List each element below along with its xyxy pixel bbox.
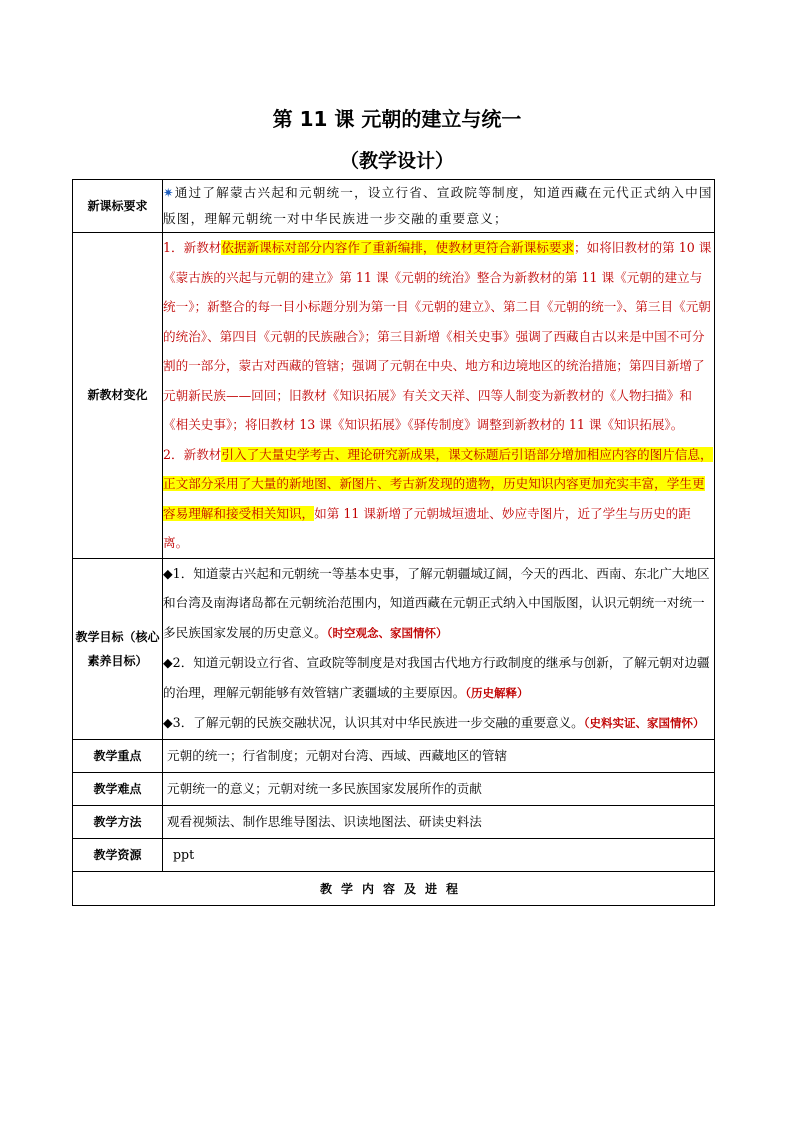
goals-text	[163, 558, 715, 739]
goal-3	[163, 708, 714, 739]
resources-label: 教学资源	[73, 838, 163, 871]
page-title: 第 11 课 元朝的建立与统一	[272, 107, 522, 131]
curriculum-text	[163, 180, 715, 233]
difficulty-text: 元朝统一的意义；元朝对统一多民族国家发展所作的贡献	[163, 772, 715, 805]
changes-paragraph-2	[163, 440, 714, 558]
methods-label: 教学方法	[73, 805, 163, 838]
curriculum-requirement: 通过了解蒙古兴起和元朝统一，设立行省、宣政院等制度，知道西藏在元代正式纳入中国版图，理解元朝统一对中华民族进一步交融的重要意义；	[163, 185, 713, 226]
focus-label: 教学重点	[73, 739, 163, 772]
table-row-changes	[73, 233, 715, 559]
goal-1-text: ◆1．知道蒙古兴起和元朝统一等基本史事，了解元朝疆域辽阔，今天的西北、西南、东北广大地区和台湾及南海诸岛都在元朝统治范围内，知道西藏在元朝正式纳入中国版图，认识元朝统一对统一多民族国家发展的历史意义。	[163, 565, 710, 640]
p2-prefix: 2．新教材	[163, 446, 222, 462]
table-row-resources	[73, 838, 715, 871]
goal-2	[163, 648, 714, 708]
table-row-curriculum	[73, 180, 715, 233]
star-icon: ✷	[163, 185, 175, 200]
p1-highlight: 依据新课标对部分内容作了重新编排，使教材更符合新课标要求	[221, 240, 575, 255]
goal-2-text: ◆2．知道元朝设立行省、宣政院等制度是对我国古代地方行政制度的继承与创新，了解元朝对边疆的治理，理解元朝能够有效管辖广袤疆域的主要原因。	[163, 655, 710, 700]
table-row-goals	[73, 558, 715, 739]
lesson-plan-table	[72, 179, 715, 906]
table-row-focus	[73, 739, 715, 772]
curriculum-label: 新课标要求	[73, 180, 163, 233]
p2-highlight: 引入了大量史学考古、理论研究新成果，课文标题后引语部分增加相应内容的图片信息，正文部分采用了大量的新地图、新图片、考古新发现的遗物，历史知识内容更加充实丰富，学生更容易理解和接受相关知识，	[163, 446, 713, 521]
goal-1-tag: （时空观念、家国情怀）	[326, 625, 448, 640]
methods-text: 观看视频法、制作思维导图法、识读地图法、研读史料法	[163, 805, 715, 838]
goals-label: 教学目标（核心素养目标）	[73, 558, 163, 739]
goal-1	[163, 559, 714, 649]
table-row-footer	[73, 871, 715, 905]
changes-label: 新教材变化	[73, 233, 163, 559]
p1-prefix: 1．新教材	[163, 240, 222, 255]
goal-3-tag: （史料实证、家国情怀）	[583, 716, 705, 730]
resources-text: ppt	[163, 838, 715, 871]
p1-rest: ；如将旧教材的第 10 课《蒙古族的兴起与元朝的建立》第 11 课《元朝的统治》整合为新教材的第 11 课《元朝的建立与统一》；新整合的每一目小标题分别为第一目《元朝的建立》、第二目《元朝的统一》、第三目《元朝的统治》、第四目《元朝的民族融合》；第三目新增《相关史事》强调了西藏自古以来是中国不可分割的一部分，蒙古对西藏的管辖；强调了元朝在中央、地方和边境地区的统治措施；第四目新增了元朝新民族——回回；旧教材《知识拓展》有关文天祥、四等人制变为新教材的《人物扫描》和《相关史事》；将旧教材 13 课《知识拓展》《驿传制度》调整到新教材的 11 课《知识拓展》。	[163, 240, 712, 432]
table-row-methods	[73, 805, 715, 838]
goal-3-text: ◆3．了解元朝的民族交融状况，认识其对中华民族进一步交融的重要意义。	[163, 715, 584, 730]
changes-text	[163, 233, 715, 559]
content-progress-heading: 教学内容及进程	[73, 871, 715, 905]
page-subtitle: （教学设计）	[339, 150, 454, 172]
table-row-difficulty	[73, 772, 715, 805]
difficulty-label: 教学难点	[73, 772, 163, 805]
goal-2-tag: （历史解释）	[465, 685, 529, 700]
focus-text: 元朝的统一；行省制度；元朝对台湾、西域、西藏地区的管辖	[163, 739, 715, 772]
p2-rest: 如第 11 课新增了元朝城垣遗址、妙应寺图片，近了学生与历史的距离。	[163, 505, 691, 550]
changes-paragraph-1	[163, 233, 714, 440]
